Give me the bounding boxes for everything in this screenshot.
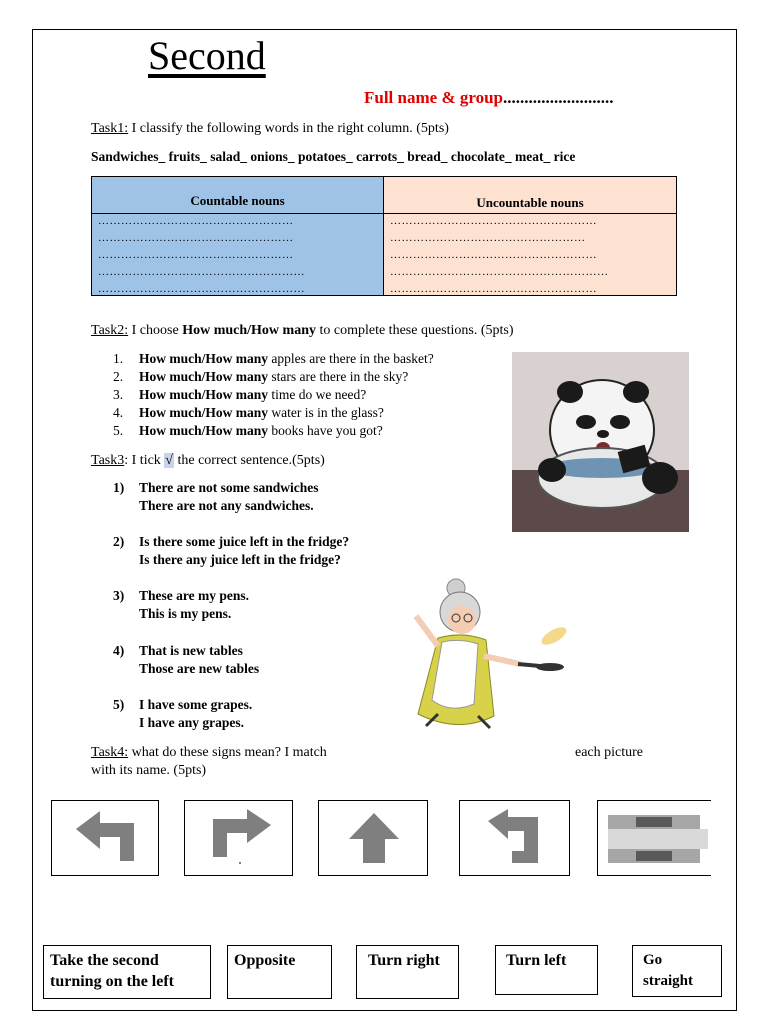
straight-arrow-icon bbox=[319, 801, 429, 877]
question-text: water is in the glass? bbox=[268, 405, 384, 420]
task1-word-list: Sandwiches_ fruits_ salad_ onions_ potatoes_ carrots_ bread_ chocolate_ meat_ rice bbox=[91, 149, 576, 164]
task4-text-b: each picture bbox=[575, 745, 644, 760]
uncountable-header: Uncountable nouns bbox=[476, 195, 584, 210]
task2-text-pre: I choose bbox=[128, 323, 183, 338]
task3-text-post: the correct sentence.(5pts) bbox=[173, 453, 325, 468]
task3-item-5[interactable] bbox=[113, 697, 252, 733]
grandma-cooking-illustration bbox=[398, 576, 575, 736]
label-go-straight[interactable]: Go straight bbox=[632, 945, 722, 997]
countable-answer-lines[interactable] bbox=[98, 213, 305, 298]
answer-line[interactable]: …………………………………………… bbox=[98, 249, 294, 261]
question-item[interactable] bbox=[113, 423, 434, 441]
task2-instruction bbox=[91, 323, 514, 339]
sign-turn-right[interactable] bbox=[184, 800, 293, 876]
task4-label: Task4: bbox=[91, 745, 129, 760]
question-number: 2. bbox=[113, 369, 124, 384]
question-item[interactable] bbox=[113, 405, 434, 423]
task1-text: I classify the following words in the right column. (5pts) bbox=[128, 121, 449, 136]
label-turn-right[interactable]: Turn right bbox=[356, 945, 459, 999]
sentence-option-a[interactable]: That is new tables bbox=[139, 643, 243, 658]
sentence-option-b[interactable]: There are not any sandwiches. bbox=[139, 498, 314, 513]
task4-text-c: with its name. (5pts) bbox=[91, 763, 207, 778]
sign-turn-left[interactable] bbox=[51, 800, 159, 876]
label-take-second-turning-left[interactable]: Take the second turning on the left bbox=[43, 945, 211, 999]
question-number: 5. bbox=[113, 423, 124, 438]
answer-line[interactable]: ……………………………………………… bbox=[98, 266, 305, 278]
turn-left-arrow-icon bbox=[52, 801, 160, 877]
nouns-table bbox=[91, 176, 677, 296]
task2-text-post: to complete these questions. (5pts) bbox=[315, 323, 514, 338]
sentence-option-a[interactable]: There are not some sandwiches bbox=[139, 480, 319, 495]
answer-line[interactable]: ……………………………………………… bbox=[390, 249, 597, 261]
countable-header: Countable nouns bbox=[190, 193, 285, 208]
sentence-option-b[interactable]: Is there any juice left in the fridge? bbox=[139, 552, 341, 567]
tick-mark-icon: √ bbox=[165, 453, 173, 468]
question-choice[interactable]: How much/How many bbox=[139, 423, 269, 438]
second-left-arrow-icon bbox=[460, 801, 571, 877]
question-number: 4. bbox=[113, 405, 124, 420]
turn-right-arrow-icon bbox=[185, 801, 294, 877]
worksheet-title: Second bbox=[148, 33, 266, 78]
task2-question-list bbox=[113, 351, 434, 441]
task3-item-4[interactable] bbox=[113, 643, 259, 679]
answer-line[interactable]: ………………………………………………… bbox=[390, 266, 609, 278]
sentence-option-a[interactable]: I have some grapes. bbox=[139, 697, 253, 712]
question-choice[interactable]: How much/How many bbox=[139, 351, 269, 366]
item-number: 1) bbox=[113, 480, 125, 495]
item-number: 5) bbox=[113, 697, 125, 712]
question-text: books have you got? bbox=[268, 423, 383, 438]
task1-instruction bbox=[91, 121, 449, 137]
question-choice[interactable]: How much/How many bbox=[139, 405, 269, 420]
question-item[interactable] bbox=[113, 351, 434, 369]
question-choice[interactable]: How much/How many bbox=[139, 387, 269, 402]
task1-label: Task1: bbox=[91, 121, 129, 136]
question-text: stars are there in the sky? bbox=[268, 369, 409, 384]
name-group-field[interactable] bbox=[364, 88, 614, 108]
question-text: apples are there in the basket? bbox=[268, 351, 434, 366]
answer-line[interactable]: ……………………………………………… bbox=[390, 215, 597, 227]
opposite-sign-icon bbox=[598, 801, 712, 877]
task3-label: Task3 bbox=[91, 453, 125, 468]
answer-line[interactable]: ……………………………………………… bbox=[98, 283, 305, 295]
task3-item-3[interactable] bbox=[113, 588, 249, 624]
sentence-option-b[interactable]: Those are new tables bbox=[139, 661, 260, 676]
task2-label: Task2: bbox=[91, 323, 129, 338]
sentence-option-a[interactable]: These are my pens. bbox=[139, 588, 249, 603]
sentence-option-a[interactable]: Is there some juice left in the fridge? bbox=[139, 534, 350, 549]
uncountable-column bbox=[384, 177, 676, 295]
question-choice[interactable]: How much/How many bbox=[139, 369, 269, 384]
name-group-label: Full name & group bbox=[364, 88, 504, 107]
task4-text-a: what do these signs mean? I match bbox=[128, 745, 327, 760]
question-number: 1. bbox=[113, 351, 124, 366]
task3-item-2[interactable] bbox=[113, 534, 349, 570]
answer-line[interactable]: …………………………………………… bbox=[98, 215, 294, 227]
question-item[interactable] bbox=[113, 369, 434, 387]
item-number: 2) bbox=[113, 534, 125, 549]
label-turn-left[interactable]: Turn left bbox=[495, 945, 598, 995]
question-text: time do we need? bbox=[268, 387, 367, 402]
name-group-dots: .......................... bbox=[503, 88, 614, 107]
task3-text-pre: : I tick bbox=[124, 453, 165, 468]
answer-line[interactable]: …………………………………………… bbox=[390, 232, 586, 244]
label-opposite[interactable]: Opposite bbox=[227, 945, 332, 999]
answer-line[interactable]: ……………………………………………… bbox=[390, 283, 597, 295]
answer-line[interactable]: …………………………………………… bbox=[98, 232, 294, 244]
item-number: 3) bbox=[113, 588, 125, 603]
panda-eating-noodles-illustration bbox=[512, 352, 689, 532]
sentence-option-b[interactable]: I have any grapes. bbox=[139, 715, 245, 730]
item-number: 4) bbox=[113, 643, 125, 658]
question-item[interactable] bbox=[113, 387, 434, 405]
task2-text-bold: How much/How many bbox=[182, 323, 316, 338]
question-number: 3. bbox=[113, 387, 124, 402]
task3-item-1[interactable] bbox=[113, 480, 319, 516]
sign-go-straight[interactable] bbox=[318, 800, 428, 876]
sign-second-turning-left[interactable] bbox=[459, 800, 570, 876]
task4-instruction bbox=[91, 745, 327, 761]
uncountable-answer-lines[interactable] bbox=[390, 213, 609, 298]
countable-column bbox=[92, 177, 384, 295]
sentence-option-b[interactable]: This is my pens. bbox=[139, 606, 232, 621]
sign-opposite[interactable] bbox=[597, 800, 711, 876]
task3-instruction bbox=[91, 453, 325, 469]
